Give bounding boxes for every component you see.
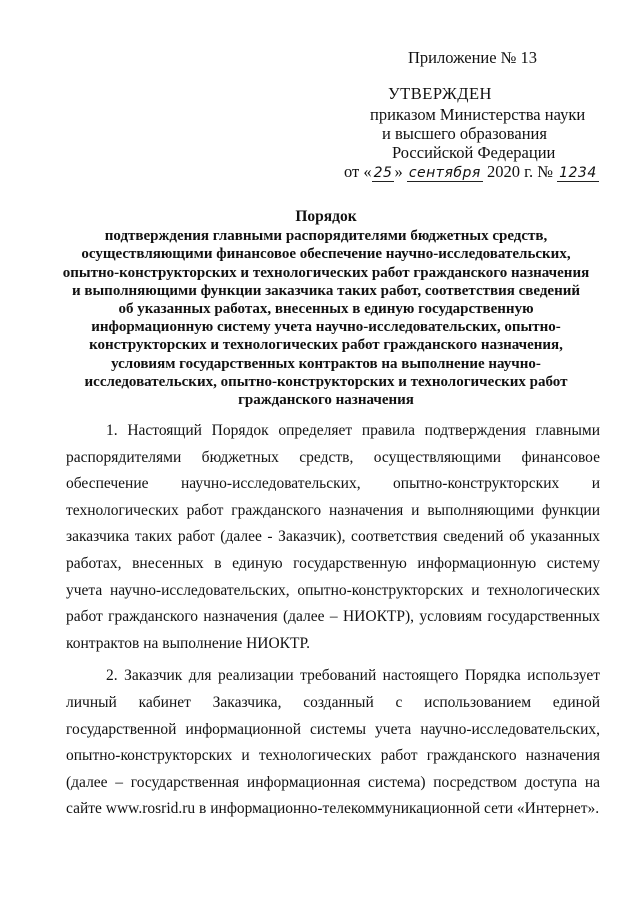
title-line: подтверждения главными распорядителями бюджетных средств,	[104, 228, 548, 245]
title-line: об указанных работах, внесенных в единую государственную	[118, 301, 534, 318]
order-line-1: приказом Министерства науки	[370, 105, 586, 124]
title-line: осуществляющими финансовое обеспечение научно-исследовательских,	[81, 246, 571, 263]
date-prefix: от «	[344, 162, 372, 181]
paragraph-1: 1. Настоящий Порядок определяет правила подтверждения главными распорядителями бюджетных средств, осуществляющими финансовое обеспечение научно-исследовательских, опытно-конструкторских и технологических работ гражданского назначения и выполняющими функции заказчика таких работ (далее - Заказчик), соответствия сведений об указанных работах, внесенных в единую государственную информационную систему учета научно-исследовательских, опытно-конструкторских и технологических работ гражданского назначения (далее – НИОКТР), условиям государственных контрактов на выполнение НИОКТР.	[66, 422, 600, 652]
order-line-2: и высшего образования	[382, 124, 547, 143]
title-line: информационную систему учета научно-исследовательских, опытно-	[91, 319, 561, 336]
order-line-3: Российской Федерации	[392, 143, 556, 162]
title-line: и выполняющими функции заказчика таких работ, соответствия сведений	[71, 282, 581, 299]
appendix-number: Приложение № 13	[408, 48, 538, 67]
document-body	[66, 418, 600, 829]
document-title	[60, 208, 592, 409]
title-line: опытно-конструкторских и технологических работ гражданского назначения	[62, 264, 590, 281]
title-line: конструкторских и технологических работ гражданского назначения,	[89, 337, 563, 354]
date-mid: »	[394, 162, 403, 181]
order-date-line	[340, 162, 630, 182]
title-line: условиям государственных контрактов на выполнение научно-	[111, 355, 541, 372]
paragraph-2: 2. Заказчик для реализации требований настоящего Порядка использует личный кабинет Заказчика, созданный с использованием единой государственной информационной системы учета научно-исследовательских, опытно-конструкторских и технологических работ гражданского назначения (далее – государственная информационная система) посредством доступа на сайте www.rosrid.ru в информационно-телекоммуникационной сети «Интернет».	[66, 667, 600, 818]
title-line: исследовательских, опытно-конструкторских и технологических работ	[84, 373, 568, 390]
order-number-handwritten: 1234	[559, 165, 597, 181]
date-day-handwritten: 25	[373, 165, 393, 181]
approval-block	[340, 84, 630, 182]
date-year: 2020 г. №	[486, 162, 553, 181]
approved-label: УТВЕРЖДЕН	[388, 84, 492, 103]
date-month-handwritten: сентября	[408, 165, 481, 181]
title-heading: Порядок	[295, 208, 357, 225]
title-line: гражданского назначения	[238, 392, 414, 409]
